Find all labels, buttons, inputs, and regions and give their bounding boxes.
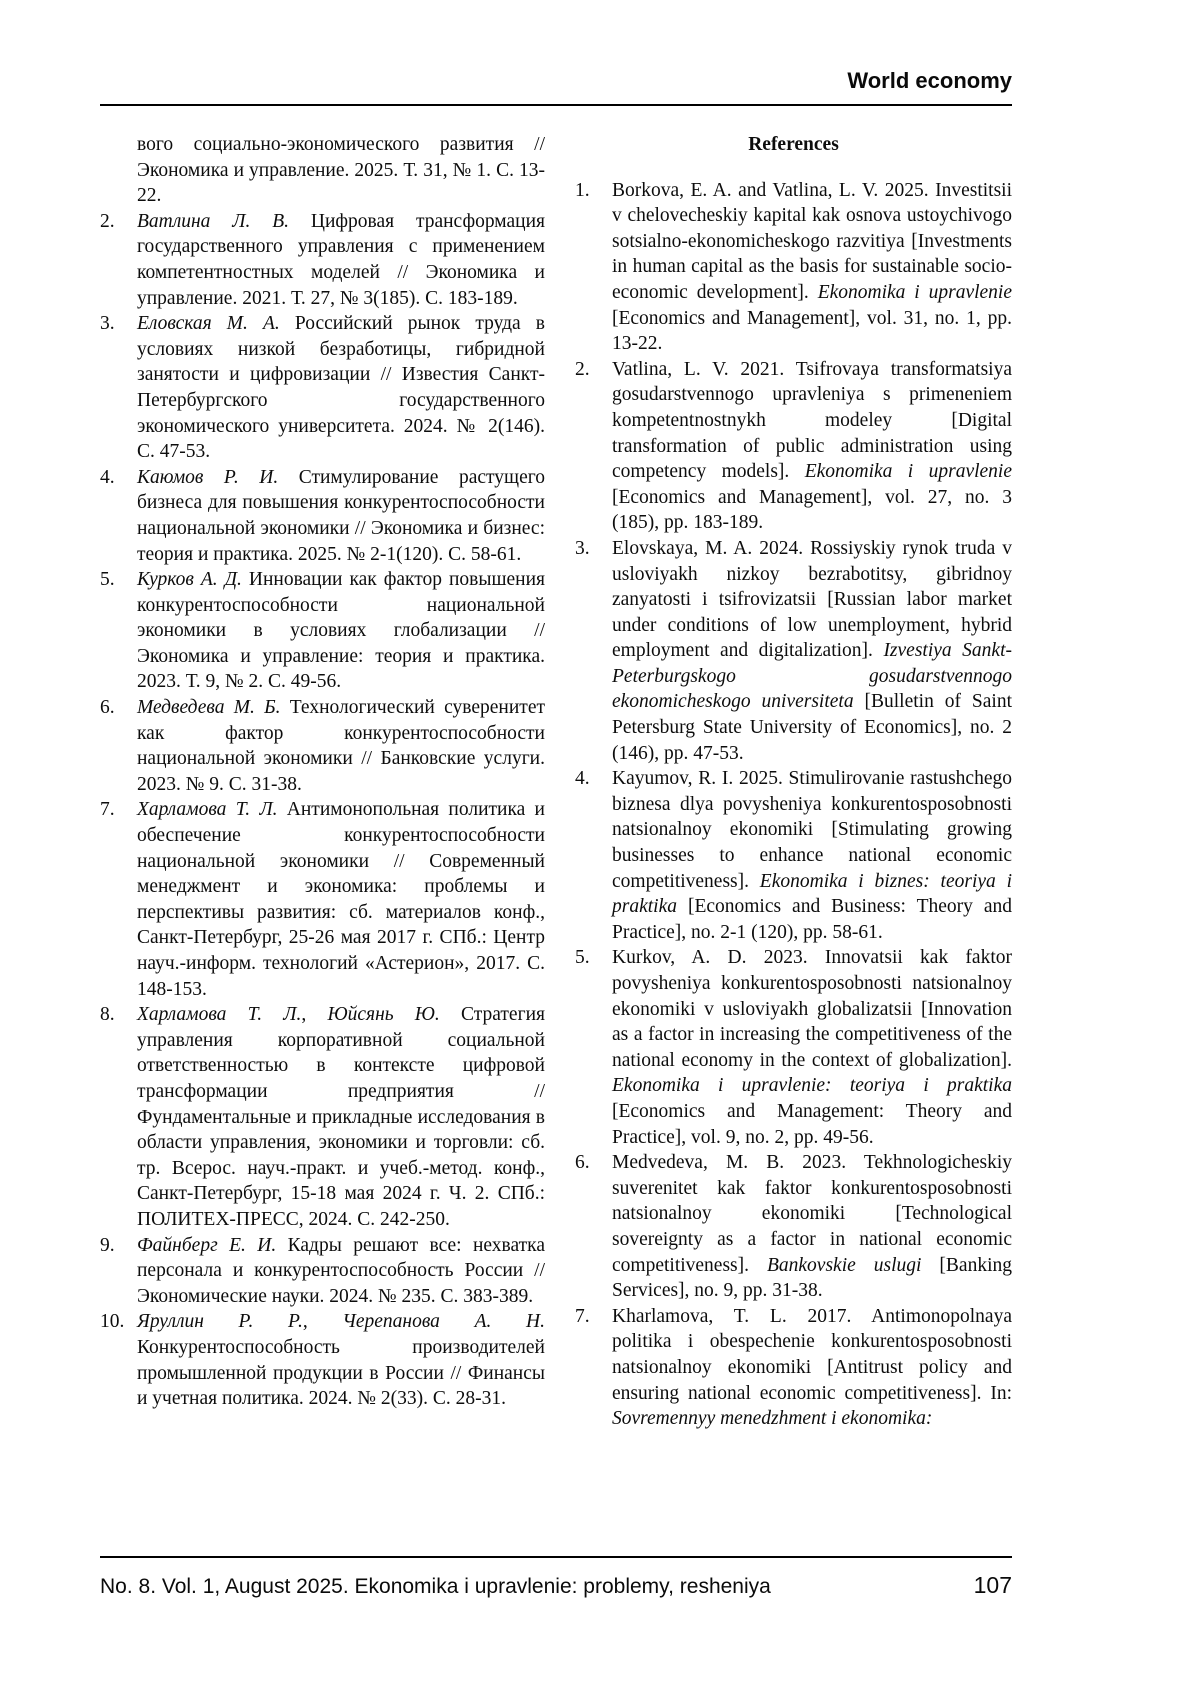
reference-item bbox=[100, 797, 545, 1002]
reference-item bbox=[100, 132, 545, 209]
reference-number: 7. bbox=[100, 799, 115, 821]
reference-item bbox=[100, 695, 545, 797]
reference-text: Vatlina, L. V. 2021. Tsifrovaya transformatsiya gosudarstvennogo upravleniya s primeneniem kompetentnostnykh modeley [Digital transformation of public administration using competency models]. Ekonomika i upravlenie [Economics and Management], vol. 27, no. 3 (185), pp. 183-189. bbox=[612, 358, 1012, 534]
reference-number: 2. bbox=[100, 210, 115, 232]
reference-text: Медведева М. Б. Технологический суверенитет как фактор конкурентоспособности национальной экономики // Банковские услуги. 2023. № 9. С. 31-38. bbox=[137, 697, 545, 795]
reference-text: Каюмов Р. И. Стимулирование растущего бизнеса для повышения конкурентоспособности национальной экономики // Экономика и бизнес: теория и практика. 2025. № 2-1(120). С. 58-61. bbox=[137, 466, 545, 565]
reference-text: вого социально-экономического развития // Экономика и управление. 2025. Т. 31, № 1. С. 13-22. bbox=[137, 134, 545, 207]
reference-item bbox=[575, 766, 1012, 945]
reference-number: 2. bbox=[575, 358, 590, 380]
reference-item bbox=[100, 1233, 545, 1310]
page-content bbox=[100, 132, 1012, 1432]
reference-item bbox=[575, 536, 1012, 766]
reference-number: 8. bbox=[100, 1004, 115, 1026]
running-title: World economy bbox=[847, 68, 1012, 93]
page-header bbox=[100, 68, 1012, 106]
reference-number: 6. bbox=[100, 697, 115, 719]
reference-item bbox=[100, 567, 545, 695]
reference-number: 1. bbox=[575, 179, 590, 201]
reference-item bbox=[100, 311, 545, 465]
reference-number: 10. bbox=[100, 1311, 125, 1333]
references-column-russian bbox=[100, 132, 545, 1432]
references-heading: References bbox=[748, 134, 839, 155]
reference-item bbox=[575, 1150, 1012, 1304]
reference-text: Elovskaya, M. A. 2024. Rossiyskiy rynok truda v usloviyakh nizkoy bezrabotitsy, gibridnoy zanyatosti i tsifrovizatsii [Russian labor market under conditions of low unemployment, hybrid employment and digitalization]. Izvestiya Sankt-Peterburgskogo gosudarstvennogo ekonomicheskogo universiteta [Bulletin of Saint Petersburg State University of Economics], no. 2 (146), pp. 47-53. bbox=[612, 537, 1012, 764]
reference-item bbox=[100, 465, 545, 567]
reference-text: Medvedeva, M. B. 2023. Tekhnologicheskiy suverenitet kak faktor konkurentosposobnosti natsionalnoy ekonomiki [Technological sovereignty as a factor in national economic competitiveness]. Bankovskie uslugi [Banking Services], no. 9, pp. 31-38. bbox=[612, 1152, 1012, 1302]
reference-text: Borkova, E. A. and Vatlina, L. V. 2025. Investitsii v chelovecheskiy kapital kak osnova ustoychivogo sotsialno-ekonomicheskogo razvitiya [Investments in human capital as the basis for sustainable socio-economic development]. Ekonomika i upravlenie [Economics and Management], vol. 31, no. 1, pp. 13-22. bbox=[612, 179, 1013, 355]
reference-number: 5. bbox=[575, 947, 590, 969]
reference-item bbox=[100, 1002, 545, 1232]
reference-number: 5. bbox=[100, 569, 115, 591]
reference-text: Еловская М. А. Российский рынок труда в условиях низкой безработицы, гибридной занятости и цифровизации // Известия Санкт-Петербургского государственного экономического университета. 2024. № 2(146). С. 47-53. bbox=[137, 313, 545, 463]
references-list-english bbox=[575, 178, 1012, 1432]
reference-text: Харламова Т. Л., Юйсянь Ю. Стратегия управления корпоративной социальной ответственностью в контексте цифровой трансформации предприятия // Фундаментальные и прикладные исследования в области управления, экономики и торговли: сб. тр. Всерос. науч.-практ. и учеб.-метод. конф., Санкт-Петербург, 15-18 мая 2024 г. Ч. 2. СПб.: ПОЛИТЕХ-ПРЕСС, 2024. С. 242-250. bbox=[137, 1004, 545, 1230]
references-column-english bbox=[575, 132, 1012, 1432]
reference-text: Kayumov, R. I. 2025. Stimulirovanie rastushchego biznesa dlya povysheniya konkurentosposobnosti natsionalnoy ekonomiki [Stimulating growing businesses to enhance national economic competitiveness]. Ekonomika i biznes: teoriya i praktika [Economics and Business: Theory and Practice], no. 2-1 (120), pp. 58-61. bbox=[612, 768, 1012, 943]
reference-text: Харламова Т. Л. Антимонопольная политика и обеспечение конкурентоспособности национальной экономики // Современный менеджмент и экономика: проблемы и перспективы развития: сб. материалов конф., Санкт-Петербург, 25-26 мая 2017 г. СПб.: Центр науч.-информ. технологий «Астерион», 2017. С. 148-153. bbox=[137, 799, 545, 1000]
reference-item bbox=[575, 945, 1012, 1150]
reference-item bbox=[575, 357, 1012, 536]
footer-row bbox=[100, 1558, 1012, 1599]
page-number: 107 bbox=[973, 1572, 1012, 1598]
reference-text: Яруллин Р. Р., Черепанова А. Н. Конкурентоспособность производителей промышленной продукции в России // Финансы и учетная политика. 2024. № 2(33). С. 28-31. bbox=[137, 1311, 545, 1410]
reference-text: Ватлина Л. В. Цифровая трансформация государственного управления с применением компетентностных моделей // Экономика и управление. 2021. Т. 27, № 3(185). С. 183-189. bbox=[137, 210, 545, 309]
reference-text: Kharlamova, T. L. 2017. Antimonopolnaya politika i obespechenie konkurentosposobnosti natsionalnoy ekonomiki [Antitrust policy and ensuring national economic competitiveness]. In: Sovremennyy menedzhment i ekonomika: bbox=[612, 1305, 1012, 1430]
reference-item bbox=[100, 209, 545, 311]
page-footer bbox=[100, 1556, 1012, 1599]
journal-info: No. 8. Vol. 1, August 2025. Ekonomika i upravlenie: problemy, resheniya bbox=[100, 1575, 771, 1598]
reference-number: 9. bbox=[100, 1234, 115, 1256]
reference-text: Файнберг Е. И. Кадры решают все: нехватка персонала и конкурентоспособность России // Экономические науки. 2024. № 235. С. 383-389. bbox=[137, 1234, 545, 1307]
reference-number: 7. bbox=[575, 1305, 590, 1327]
reference-number: 3. bbox=[575, 537, 590, 559]
reference-text: Курков А. Д. Инновации как фактор повышения конкурентоспособности национальной экономики в условиях глобализации // Экономика и управление: теория и практика. 2023. Т. 9, № 2. С. 49-56. bbox=[137, 569, 546, 693]
reference-item bbox=[100, 1309, 545, 1411]
reference-text: Kurkov, A. D. 2023. Innovatsii kak faktor povysheniya konkurentosposobnosti natsionalnoy ekonomiki v usloviyakh globalizatsii [Innovation as a factor in increasing the competitiveness of the national economy in the context of globalization]. Ekonomika i upravlenie: teoriya i praktika [Economics and Management: Theory and Practice], vol. 9, no. 2, pp. 49-56. bbox=[612, 947, 1012, 1148]
reference-item bbox=[575, 1304, 1012, 1432]
reference-number: 3. bbox=[100, 313, 115, 335]
reference-number: 4. bbox=[575, 768, 590, 790]
reference-number: 4. bbox=[100, 466, 115, 488]
header-rule bbox=[100, 104, 1012, 106]
reference-number: 6. bbox=[575, 1152, 590, 1174]
reference-item bbox=[575, 178, 1012, 357]
